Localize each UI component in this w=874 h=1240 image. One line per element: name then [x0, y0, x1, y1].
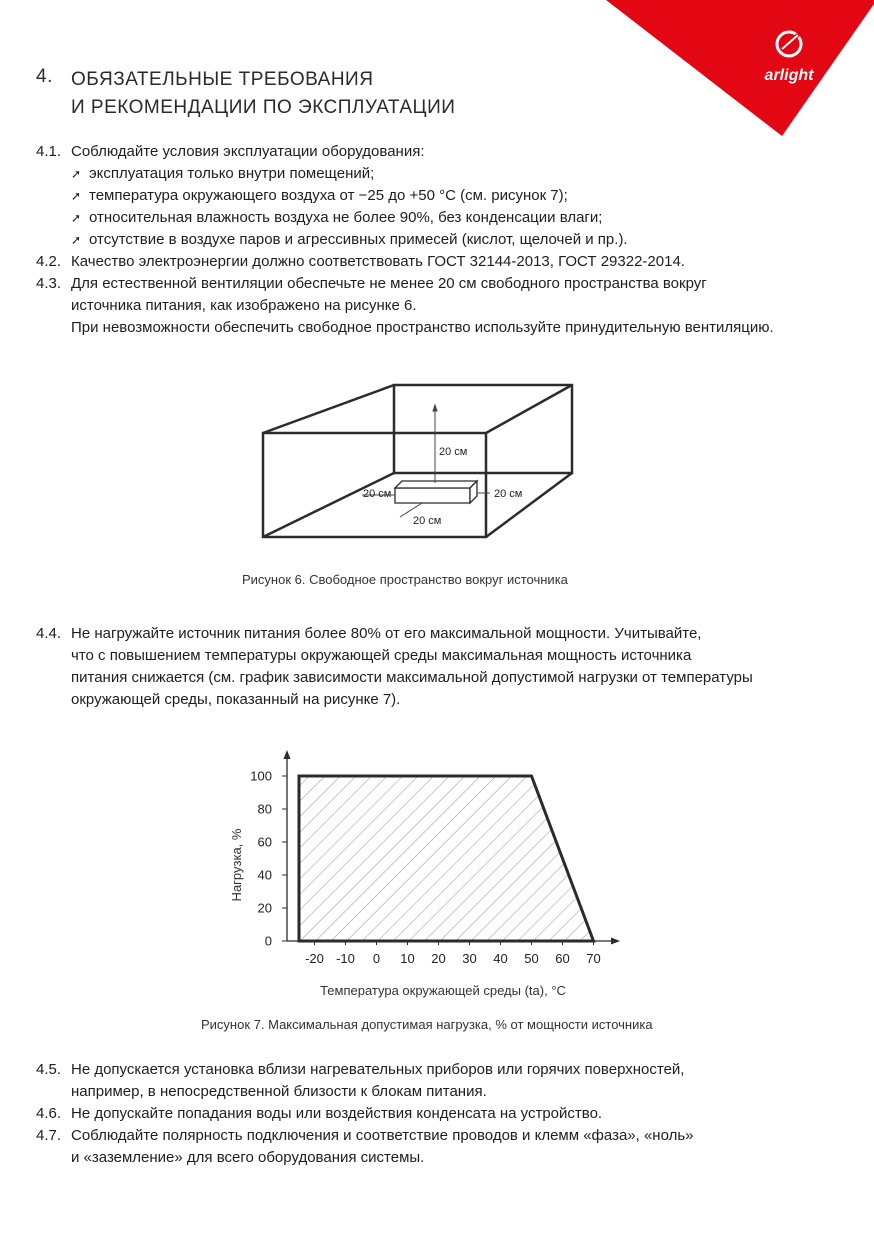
item-text: что с повышением температуры окружающей среды максимальная мощность источника — [71, 647, 692, 664]
bullet-text: отсутствие в воздухе паров и агрессивных примесей (кислот, щелочей и пр.). — [89, 231, 628, 248]
chart-x-axis-label: Температура окружающей среды (ta), °С — [320, 983, 566, 998]
clearance-label-left: 20 см — [363, 488, 392, 500]
x-tick-label: 50 — [524, 951, 539, 966]
bullet-arrow-icon: ➚ — [71, 211, 82, 225]
x-tick-label: 0 — [372, 951, 381, 966]
item-text: например, в непосредственной близости к блокам питания. — [71, 1083, 487, 1100]
x-tick-label: 60 — [555, 951, 570, 966]
power-supply-block — [395, 481, 477, 503]
item-text: источника питания, как изображено на рисунке 6. — [71, 297, 417, 314]
x-tick-label: 70 — [586, 951, 601, 966]
section-number: 4. — [36, 66, 53, 87]
chart-y-axis-label: Нагрузка, % — [229, 828, 244, 902]
item-text: окружающей среды, показанный на рисунке 7). — [71, 691, 401, 708]
item-text: Соблюдайте полярность подключения и соответствие проводов и клемм «фаза», «ноль» — [71, 1127, 694, 1144]
clearance-label-front: 20 см — [413, 515, 442, 527]
section-title — [71, 66, 455, 122]
item-number: 4.6. — [36, 1105, 62, 1122]
item-text: Не допускайте попадания воды или воздействия конденсата на устройство. — [71, 1105, 603, 1122]
derating-chart — [200, 745, 630, 1005]
x-tick-label: 20 — [431, 951, 446, 966]
item-text: Качество электроэнергии должно соответствовать ГОСТ 32144-2013, ГОСТ 29322-2014. — [71, 253, 685, 270]
y-tick-label: 40 — [257, 867, 272, 883]
item-text: и «заземление» для всего оборудования системы. — [71, 1149, 425, 1166]
item-text: питания снижается (см. график зависимости максимальной допустимой нагрузки от температуры — [71, 669, 753, 686]
item-number: 4.5. — [36, 1061, 62, 1078]
clearance-label-top: 20 см — [439, 446, 468, 458]
brand-name: arlight — [764, 67, 814, 84]
item-number: 4.1. — [36, 143, 62, 160]
x-tick-label: 10 — [400, 951, 415, 966]
item-text: При невозможности обеспечить свободное пространство используйте принудительную вентиляцию. — [71, 319, 774, 336]
clearance-label-right: 20 см — [494, 488, 523, 500]
item-text: Соблюдайте условия эксплуатации оборудования: — [71, 143, 425, 160]
derating-area — [299, 776, 594, 941]
x-axis-arrow-icon — [611, 938, 620, 945]
chart-marks — [299, 776, 594, 941]
item-number: 4.3. — [36, 275, 62, 292]
y-tick-label: 20 — [257, 900, 272, 916]
item-number: 4.2. — [36, 253, 62, 270]
y-axis-arrow-icon — [284, 750, 291, 759]
bullet-arrow-icon: ➚ — [71, 167, 82, 181]
bullet-text: эксплуатация только внутри помещений; — [89, 165, 375, 182]
figure7-caption: Рисунок 7. Максимальная допустимая нагрузка, % от мощности источника — [201, 1017, 653, 1032]
y-tick-label: 0 — [264, 933, 272, 949]
ventilation-diagram — [250, 375, 590, 550]
brand-logo — [606, 0, 874, 140]
item-text: Для естественной вентиляции обеспечьте не менее 20 см свободного пространства вокруг — [71, 275, 707, 292]
x-tick-label: -10 — [336, 951, 355, 966]
bullet-text: температура окружающего воздуха от −25 до +50 °С (см. рисунок 7); — [89, 187, 568, 204]
bullet-arrow-icon: ➚ — [71, 233, 82, 247]
y-tick-label: 60 — [257, 834, 272, 850]
x-tick-label: -20 — [305, 951, 324, 966]
section-title-line: И РЕКОМЕНДАЦИИ ПО ЭКСПЛУАТАЦИИ — [71, 97, 456, 118]
figure6-caption: Рисунок 6. Свободное пространство вокруг источника — [242, 572, 568, 587]
bullet-arrow-icon: ➚ — [71, 189, 82, 203]
y-tick-label: 100 — [250, 768, 272, 784]
bullet-text: относительная влажность воздуха не более 90%, без конденсации влаги; — [89, 209, 603, 226]
item-number: 4.7. — [36, 1127, 62, 1144]
y-tick-label: 80 — [257, 801, 272, 817]
item-number: 4.4. — [36, 625, 62, 642]
item-text: Не допускается установка вблизи нагревательных приборов или горячих поверхностей, — [71, 1061, 685, 1078]
x-tick-label: 40 — [493, 951, 508, 966]
item-text: Не нагружайте источник питания более 80% от его максимальной мощности. Учитывайте, — [71, 625, 702, 642]
x-tick-label: 30 — [462, 951, 477, 966]
section-title-line: ОБЯЗАТЕЛЬНЫЕ ТРЕБОВАНИЯ — [71, 69, 374, 90]
